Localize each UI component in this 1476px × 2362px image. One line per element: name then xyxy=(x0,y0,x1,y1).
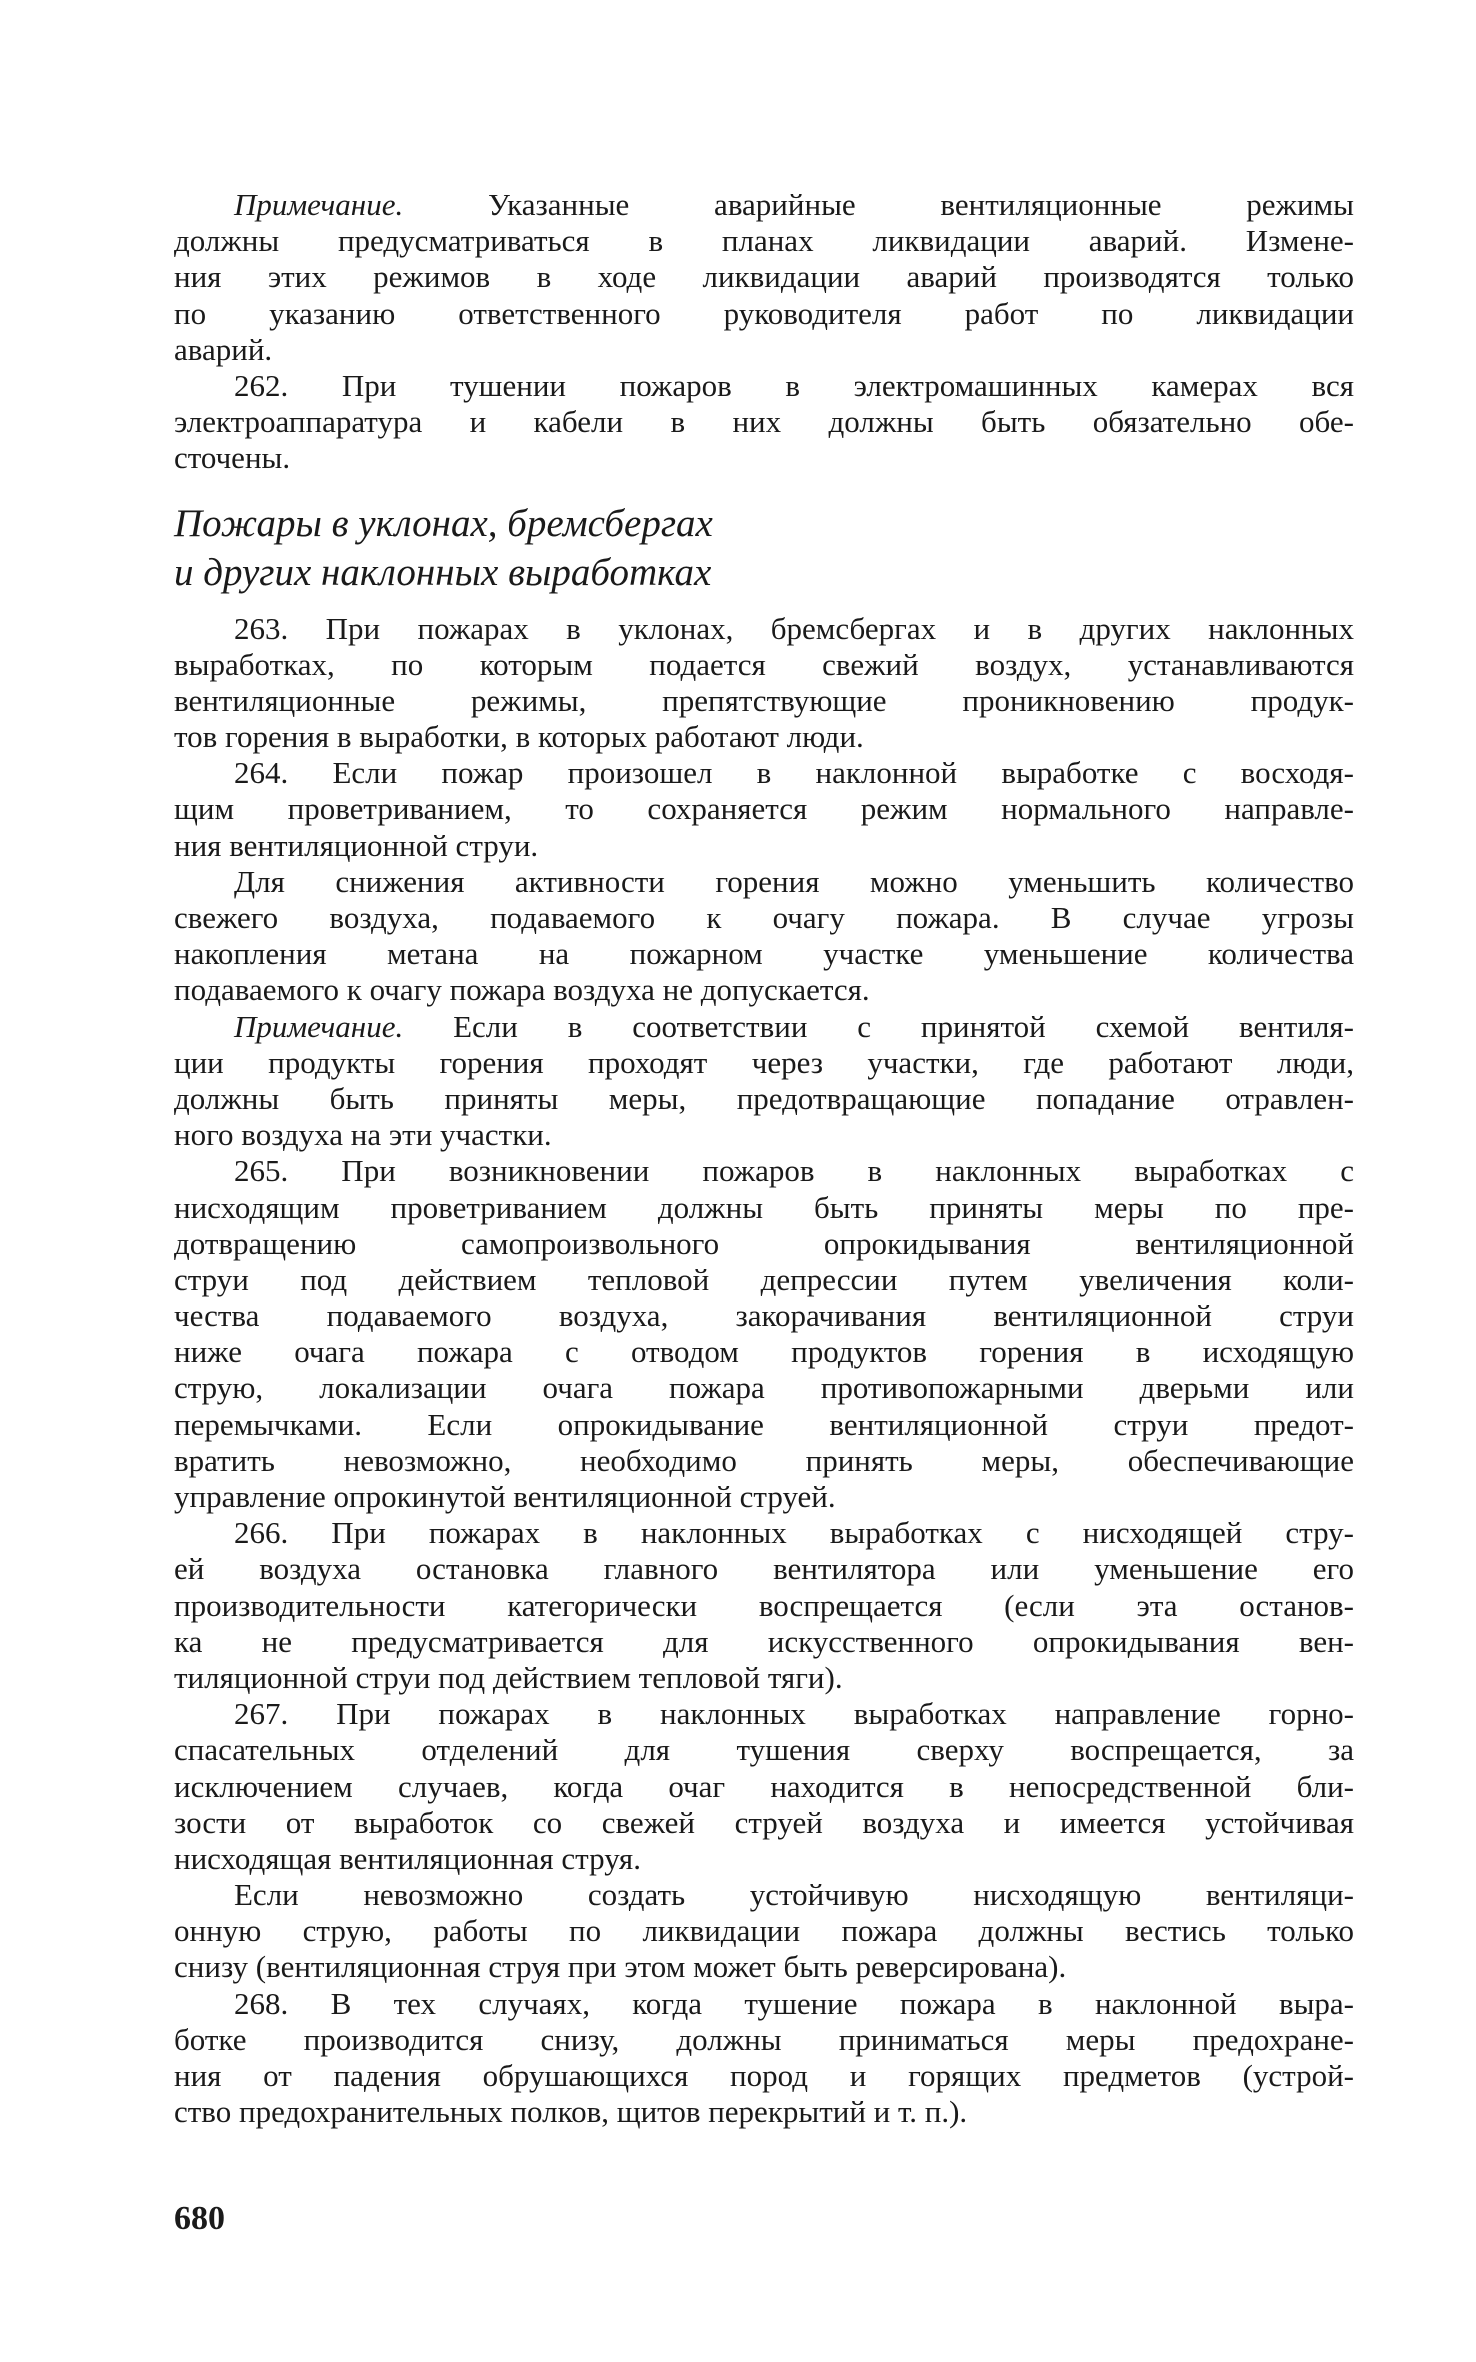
text-line xyxy=(174,1551,1354,1587)
line-text: зости от выработок со свежей струей воздуха и имеется устойчивая xyxy=(174,1804,1354,1840)
paragraph xyxy=(174,1986,1354,2131)
paragraph xyxy=(174,755,1354,864)
text-line xyxy=(174,683,1354,719)
line-text: ство предохранительных полков, щитов перекрытий и т. п.). xyxy=(174,2094,968,2130)
heading-line: Пожары в уклонах, бремсбергах xyxy=(174,501,713,545)
line-text: вентиляционные режимы, препятствующие проникновению продук- xyxy=(174,682,1354,718)
line-text: должны предусматриваться в планах ликвидации аварий. Измене- xyxy=(174,223,1354,259)
note-label: Примечание. xyxy=(234,187,404,222)
line-text: струю, локализации очага пожара противопожарными дверьми или xyxy=(174,1370,1354,1406)
paragraph xyxy=(174,1696,1354,1877)
line-text: Если невозможно создать устойчивую нисходящую вентиляци- xyxy=(234,1877,1354,1913)
text-line xyxy=(174,2094,1354,2130)
text-line xyxy=(174,936,1354,972)
text-line xyxy=(174,755,1354,791)
text-line xyxy=(174,223,1354,259)
line-text: свежего воздуха, подаваемого к очагу пожара. В случае угрозы xyxy=(174,900,1354,935)
line-text: должны быть приняты меры, предотвращающие попадание отравлен- xyxy=(174,1080,1354,1116)
text-line xyxy=(174,1696,1354,1732)
text-line xyxy=(174,296,1354,332)
line-text: вратить невозможно, необходимо принять меры, обеспечивающие xyxy=(174,1442,1354,1478)
line-text: 268. В тех случаях, когда тушение пожара в наклонной выра- xyxy=(234,1985,1354,2021)
paragraph xyxy=(174,1515,1354,1696)
line-text: нисходящая вентиляционная струя. xyxy=(174,1840,641,1876)
text-line xyxy=(174,1732,1354,1768)
text-line xyxy=(174,1479,1354,1515)
text-line xyxy=(174,1515,1354,1551)
line-text: ции продукты горения проходят через участки, где работают люди, xyxy=(174,1044,1354,1080)
text-line xyxy=(174,404,1354,440)
text-line xyxy=(174,1913,1354,1949)
text-line xyxy=(174,1443,1354,1479)
line-text: дотвращению самопроизвольного опрокидывания вентиляционной xyxy=(174,1225,1354,1261)
text-line xyxy=(174,1624,1354,1660)
line-text: исключением случаев, когда очаг находится в непосредственной бли- xyxy=(174,1768,1354,1804)
paragraph xyxy=(174,611,1354,756)
line-text: 263. При пожарах в уклонах, бремсбергах и в других наклонных xyxy=(234,610,1354,646)
paragraph xyxy=(174,1153,1354,1515)
text-line xyxy=(174,259,1354,295)
line-text: ния вентиляционной струи. xyxy=(174,827,539,863)
text-line xyxy=(174,1805,1354,1841)
text-line xyxy=(174,1841,1354,1877)
line-text: управление опрокинутой вентиляционной струей. xyxy=(174,1479,836,1514)
text-line xyxy=(174,1877,1354,1913)
text-line xyxy=(174,611,1354,647)
line-text: тов горения в выработки, в которых работают люди. xyxy=(174,719,864,755)
text-line xyxy=(174,1081,1354,1117)
text-line xyxy=(174,1153,1354,1189)
line-text: накопления метана на пожарном участке уменьшение количества xyxy=(174,936,1354,972)
line-text: ния этих режимов в ходе ликвидации аварий производятся только xyxy=(174,259,1354,295)
text-line xyxy=(174,1986,1354,2022)
text-line xyxy=(174,1949,1354,1985)
line-text: 266. При пожарах в наклонных выработках с нисходящей стру- xyxy=(234,1515,1354,1551)
line-text: ка не предусматривается для искусственного опрокидывания вен- xyxy=(174,1623,1354,1659)
line-text: ей воздуха остановка главного вентилятора или уменьшение его xyxy=(174,1551,1354,1587)
paragraph xyxy=(174,187,1354,368)
text-line xyxy=(174,1769,1354,1805)
line-text: Если в соответствии с принятой схемой вентиля- xyxy=(403,1008,1354,1044)
line-text: перемычками. Если опрокидывание вентиляционной струи предот- xyxy=(174,1406,1354,1442)
text-line xyxy=(174,368,1354,404)
line-text: 264. Если пожар произошел в наклонной выработке с восходя- xyxy=(234,755,1354,791)
text-line xyxy=(174,1226,1354,1262)
line-text: Указанные аварийные вентиляционные режимы xyxy=(403,187,1354,222)
line-text: ния от падения обрушающихся пород и горящих предметов (устрой- xyxy=(174,2058,1354,2093)
text-line xyxy=(174,1045,1354,1081)
text-line xyxy=(174,791,1354,827)
text-line xyxy=(174,332,1354,368)
note-label: Примечание. xyxy=(234,1008,404,1044)
text-line xyxy=(174,1190,1354,1226)
paragraph xyxy=(174,368,1354,477)
text-line xyxy=(174,1660,1354,1696)
text-line xyxy=(174,1009,1354,1045)
page-number: 680 xyxy=(174,2200,225,2237)
line-text: ботке производится снизу, должны приниматься меры предохране- xyxy=(174,2021,1354,2057)
text-line xyxy=(174,1262,1354,1298)
line-text: Для снижения активности горения можно уменьшить количество xyxy=(234,863,1354,899)
line-text: 262. При тушении пожаров в электромашинных камерах вся xyxy=(234,367,1354,403)
line-text: чества подаваемого воздуха, закорачивания вентиляционной струи xyxy=(174,1298,1354,1334)
text-line xyxy=(174,828,1354,864)
paragraph xyxy=(174,864,1354,1009)
text-line xyxy=(174,2058,1354,2094)
line-text: аварий. xyxy=(174,331,273,367)
line-text: сточены. xyxy=(174,440,291,476)
text-line xyxy=(174,1117,1354,1153)
line-text: тиляционной струи под действием тепловой тяги). xyxy=(174,1659,843,1695)
line-text: производительности категорически воспрещается (если эта останов- xyxy=(174,1587,1354,1623)
text-line xyxy=(174,1370,1354,1406)
page-body xyxy=(174,187,1354,2130)
line-text: выработках, по которым подается свежий воздух, устанавливаются xyxy=(174,646,1354,682)
text-line xyxy=(174,1407,1354,1443)
text-line xyxy=(174,2022,1354,2058)
line-text: по указанию ответственного руководителя работ по ликвидации xyxy=(174,295,1354,331)
line-text: спасательных отделений для тушения сверху воспрещается, за xyxy=(174,1732,1354,1768)
text-line xyxy=(174,1334,1354,1370)
text-line xyxy=(174,1588,1354,1624)
line-text: 267. При пожарах в наклонных выработках направление горно- xyxy=(234,1696,1354,1732)
line-text: онную струю, работы по ликвидации пожара должны вестись только xyxy=(174,1913,1354,1949)
text-line xyxy=(174,647,1354,683)
line-text: нисходящим проветриванием должны быть приняты меры по пре- xyxy=(174,1189,1354,1225)
text-line xyxy=(174,864,1354,900)
line-text: снизу (вентиляционная струя при этом может быть реверсирована). xyxy=(174,1949,1067,1985)
line-text: электроаппаратура и кабели в них должны быть обязательно обе- xyxy=(174,404,1354,440)
section-top xyxy=(174,187,1354,477)
text-line xyxy=(174,187,1354,223)
line-text: струи под действием тепловой депрессии путем увеличения коли- xyxy=(174,1261,1354,1297)
line-text: 265. При возникновении пожаров в наклонных выработках с xyxy=(234,1153,1354,1189)
line-text: ного воздуха на эти участки. xyxy=(174,1117,552,1153)
text-line xyxy=(174,440,1354,476)
text-line xyxy=(174,1298,1354,1334)
paragraph xyxy=(174,1009,1354,1154)
text-line xyxy=(174,900,1354,936)
section-bottom xyxy=(174,611,1354,2131)
section-heading xyxy=(174,499,1354,597)
line-text: ниже очага пожара с отводом продуктов горения в исходящую xyxy=(174,1334,1354,1370)
paragraph xyxy=(174,1877,1354,1986)
line-text: щим проветриванием, то сохраняется режим нормального направле- xyxy=(174,791,1354,827)
line-text: подаваемого к очагу пожара воздуха не допускается. xyxy=(174,972,870,1008)
heading-line: и других наклонных выработках xyxy=(174,550,712,594)
text-line xyxy=(174,972,1354,1008)
text-line xyxy=(174,719,1354,755)
